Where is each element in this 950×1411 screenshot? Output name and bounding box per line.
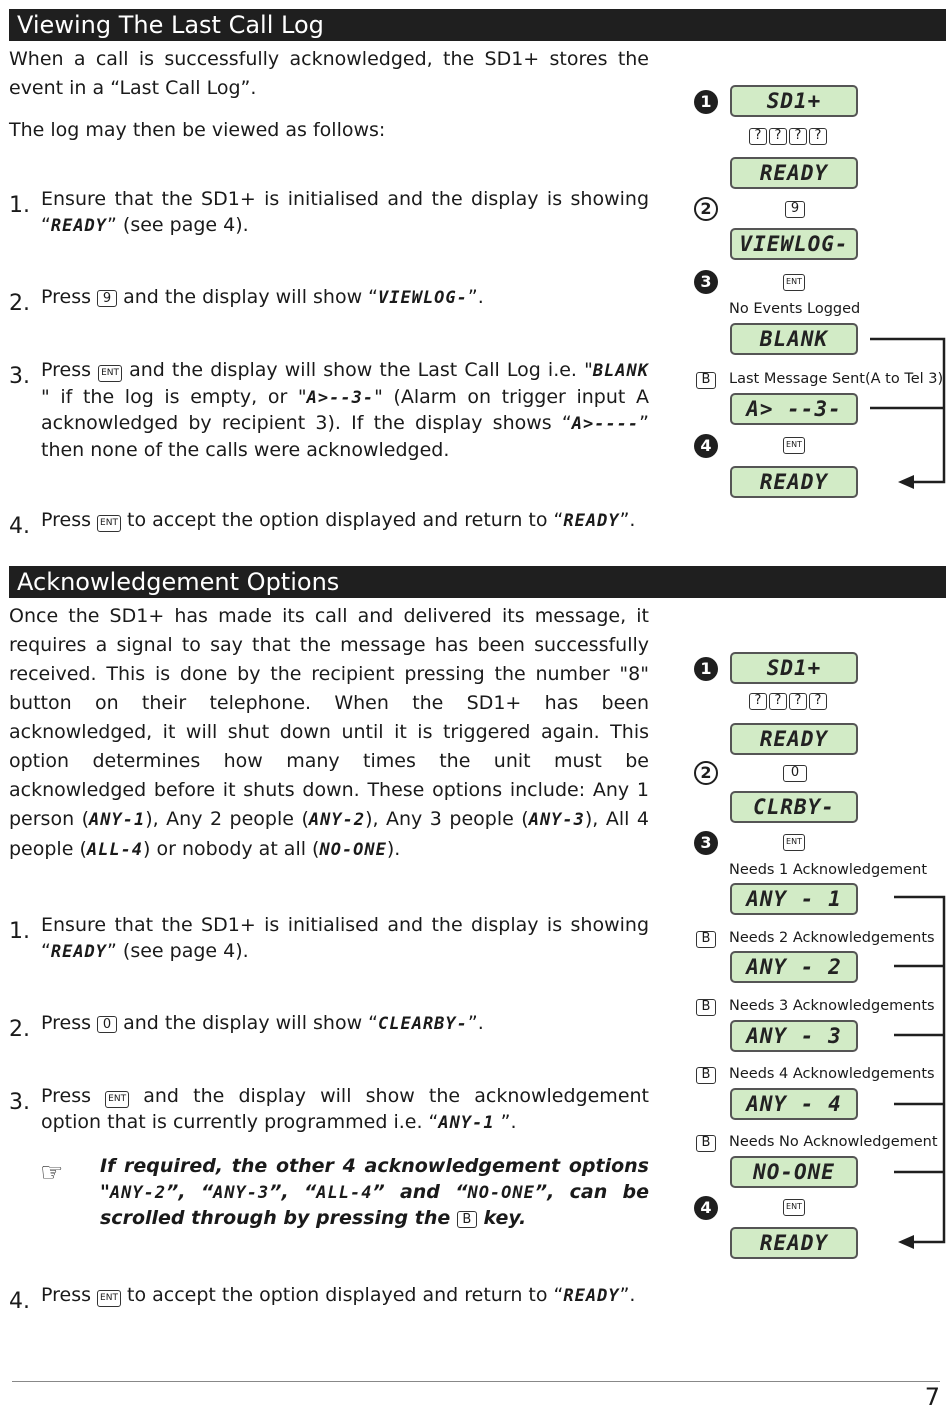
lcd-display-any2: ANY - 2 (730, 951, 858, 983)
lcd-display-a3: A> --3- (730, 393, 858, 425)
key-b-icon: B (696, 1067, 716, 1084)
step-number: 1. (9, 193, 30, 218)
caption-needs-none: Needs No Acknowledgement (729, 1134, 938, 1150)
step-2-bullet: 2 (694, 197, 718, 221)
step-text: Ensure that the SD1+ is initialised and the display is showing “READY” (see page 4). (41, 914, 649, 962)
ent-key-icon: ENT (783, 834, 805, 851)
intro-paragraph: Once the SD1+ has made its call and delivered its message, it requires a signal to say that the message has been successfully received. This is done by the recipient pressing the number "8" button on their telephone. When the SD1+ has been acknowledged, it will shut down until it is triggered again. This option determines how many times the unit must be acknowledged before it shuts down. These options include: Any 1 person (ANY-1), Any 2 people (ANY-2), Any 3 people (ANY-3), All 4 people (ALL-4) or nobody at all (NO-ONE). (9, 605, 649, 860)
step-text: Press ENT to accept the option displayed and return to “READY”. (41, 509, 636, 531)
step-number: 2. (9, 1017, 30, 1042)
lcd-display-clrby: CLRBY- (730, 791, 858, 823)
step-text: Press 9 and the display will show “VIEWLOG-”. (41, 286, 484, 308)
lcd-display-any4: ANY - 4 (730, 1088, 858, 1120)
step-text: Press 0 and the display will show “CLEARBY-”. (41, 1012, 484, 1034)
step-number: 4. (9, 514, 30, 539)
step-3-bullet: 3 (694, 831, 718, 855)
key-b-icon: B (696, 931, 716, 948)
section-header-last-call-log: Viewing The Last Call Log (9, 9, 946, 41)
caption-last-message: Last Message Sent(A to Tel 3) (729, 371, 944, 387)
flow-arrows (860, 330, 950, 500)
ent-key-icon: ENT (97, 1290, 121, 1307)
step-4-bullet: 4 (694, 1196, 718, 1220)
caption-needs-4: Needs 4 Acknowledgements (729, 1066, 935, 1082)
caption-needs-2: Needs 2 Acknowledgements (729, 930, 935, 946)
section-header-acknowledgement-options: Acknowledgement Options (9, 566, 946, 598)
step-text: Press ENT to accept the option displayed and return to “READY”. (41, 1284, 636, 1306)
key-0-icon: 0 (97, 1016, 117, 1033)
step-text: Press ENT and the display will show the Last Call Log i.e. "BLANK " if the log is empty, or "A>--3-" (Alarm on trigger input A acknowledged by recipient 3). If the display shows “A>----” then none of the calls were acknowledged. (41, 359, 649, 461)
lcd-display-any1: ANY - 1 (730, 883, 858, 915)
key-0-icon: 0 (783, 765, 807, 782)
key-b-icon: B (696, 372, 716, 389)
pointing-hand-icon: ☞ (40, 1158, 64, 1188)
flow-arrows (860, 880, 950, 1250)
caption-no-events: No Events Logged (729, 301, 861, 317)
key-b-icon: B (696, 1135, 716, 1152)
lcd-display-ready: READY (730, 466, 858, 498)
lcd-display-ready: READY (730, 1227, 858, 1259)
step-4-bullet: 4 (694, 434, 718, 458)
lcd-display-viewlog: VIEWLOG- (730, 228, 858, 260)
lcd-text: READY (50, 215, 108, 236)
key-9-icon: 9 (785, 201, 805, 218)
lcd-display-noone: NO-ONE (730, 1156, 858, 1188)
question-keys: ? ? ? ? (749, 128, 827, 145)
ent-key-icon: ENT (97, 515, 121, 532)
key-b-icon: B (696, 999, 716, 1016)
footer-rule (12, 1381, 940, 1382)
lcd-display-sd1: SD1+ (730, 652, 858, 684)
page-number: 7 (924, 1383, 940, 1411)
step-number: 3. (9, 364, 30, 389)
step-1-bullet: 1 (694, 90, 718, 114)
ent-key-icon: ENT (783, 437, 805, 454)
step-number: 1. (9, 919, 30, 944)
ent-key-icon: ENT (105, 1091, 129, 1108)
lcd-display-ready: READY (730, 157, 858, 189)
ent-key-icon: ENT (783, 1199, 805, 1216)
intro-paragraph: When a call is successfully acknowledged, the SD1+ stores the event in a “Last Call Log”. (9, 48, 649, 99)
caption-needs-3: Needs 3 Acknowledgements (729, 998, 935, 1014)
step-number: 4. (9, 1289, 30, 1314)
step-number: 3. (9, 1090, 30, 1115)
step-1-bullet: 1 (694, 657, 718, 681)
ent-key-icon: ENT (98, 365, 122, 382)
ent-key-icon: ENT (783, 274, 805, 291)
step-text: Ensure that the SD1+ is initialised and the display is showing “READY” (see page 4). (41, 188, 649, 236)
step-text: Press ENT and the display will show the acknowledgement option that is currently programmed i.e. “ANY-1 ”. (41, 1085, 649, 1133)
intro-paragraph-2: The log may then be viewed as follows: (9, 119, 386, 141)
lcd-display-sd1: SD1+ (730, 85, 858, 117)
lcd-display-ready: READY (730, 723, 858, 755)
lcd-display-blank: BLANK (730, 323, 858, 355)
question-keys: ? ? ? ? (749, 693, 827, 710)
note-text: If required, the other 4 acknowledgement options "ANY-2”, “ANY-3”, “ALL-4” and “NO-ONE”, can be scrolled through by pressing the B key. (100, 1155, 650, 1229)
step-3-bullet: 3 (694, 270, 718, 294)
step-2-bullet: 2 (694, 761, 718, 785)
lcd-display-any3: ANY - 3 (730, 1020, 858, 1052)
key-9-icon: 9 (97, 290, 117, 307)
caption-needs-1: Needs 1 Acknowledgement (729, 862, 928, 878)
step-number: 2. (9, 291, 30, 316)
key-b-icon: B (457, 1211, 477, 1228)
